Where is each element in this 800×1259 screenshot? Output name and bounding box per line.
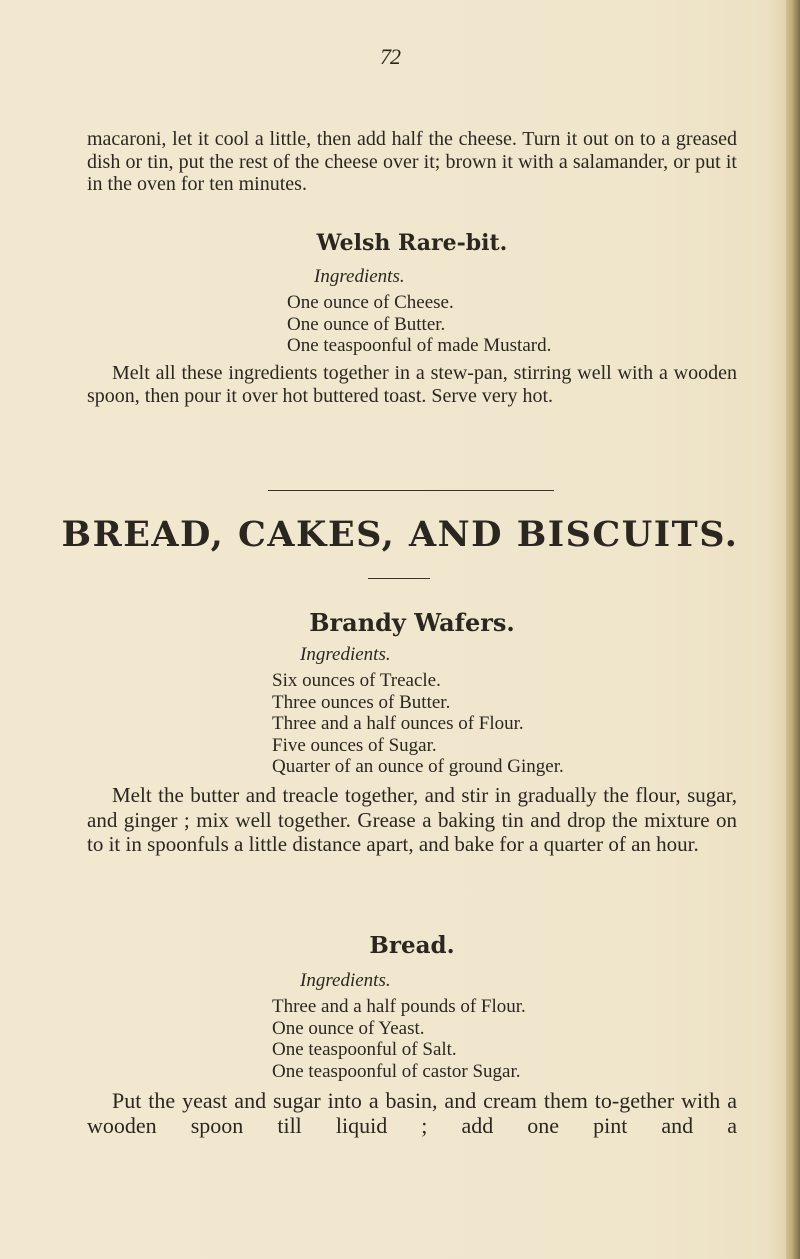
page-edge — [786, 0, 800, 1259]
method-welsh-rarebit: Melt all these ingredients together in a stew-pan, stirring well with a wooden spoon, then pour it over hot buttered toast. Serve very hot. — [87, 362, 737, 407]
short-rule — [368, 578, 430, 579]
ingredient-item: One teaspoonful of castor Sugar. — [272, 1060, 521, 1082]
ingredient-item: One teaspoonful of made Mustard. — [287, 335, 552, 356]
ingredient-item: Five ounces of Sugar. — [272, 734, 437, 756]
ingredients-list-welsh-rarebit — [287, 292, 551, 357]
ingredient-item: Three and a half pounds of Flour. — [272, 996, 526, 1017]
section-title: BREAD, CAKES, AND BISCUITS. — [61, 514, 739, 555]
continuation-paragraph: macaroni, let it cool a little, then add half the cheese. Turn it out on to a greased dish or tin, put the rest of the cheese over it; brown it with a salamander, or put it in the oven for ten minutes. — [87, 128, 737, 195]
ingredient-item: Three and a half ounces of Flour. — [272, 713, 524, 734]
ingredients-list-bread — [272, 996, 526, 1082]
method-bread: Put the yeast and sugar into a basin, and cream them to-gether with a wooden spoon till liquid ; add one pint and a — [87, 1088, 737, 1138]
divider-rule — [268, 490, 554, 491]
ingredient-item: One ounce of Butter. — [287, 313, 446, 335]
page-number: 72 — [380, 44, 400, 69]
ingredients-heading: Ingredients. — [300, 644, 391, 665]
ingredients-heading: Ingredients. — [314, 266, 405, 287]
ingredient-item: Three ounces of Butter. — [272, 691, 451, 713]
ingredient-item: One teaspoonful of Salt. — [272, 1039, 457, 1060]
method-brandy-wafers: Melt the butter and treacle together, and stir in gradually the flour, sugar, and ginger ; mix well together. Grease a baking tin and drop the mixture on to it in spoonfuls a little distance apart, and bake for a quarter of an hour. — [87, 783, 737, 856]
recipe-title-bread: Bread. — [369, 932, 455, 959]
ingredient-item: One ounce of Yeast. — [272, 1017, 425, 1039]
ingredients-list-brandy-wafers — [272, 670, 564, 778]
ingredient-item: Quarter of an ounce of ground Ginger. — [272, 756, 564, 777]
ingredient-item: One ounce of Cheese. — [287, 292, 454, 313]
ingredients-heading: Ingredients. — [300, 970, 391, 991]
recipe-title-welsh-rarebit: Welsh Rare-bit. — [316, 230, 508, 256]
recipe-title-brandy-wafers: Brandy Wafers. — [309, 608, 515, 637]
ingredient-item: Six ounces of Treacle. — [272, 670, 441, 691]
